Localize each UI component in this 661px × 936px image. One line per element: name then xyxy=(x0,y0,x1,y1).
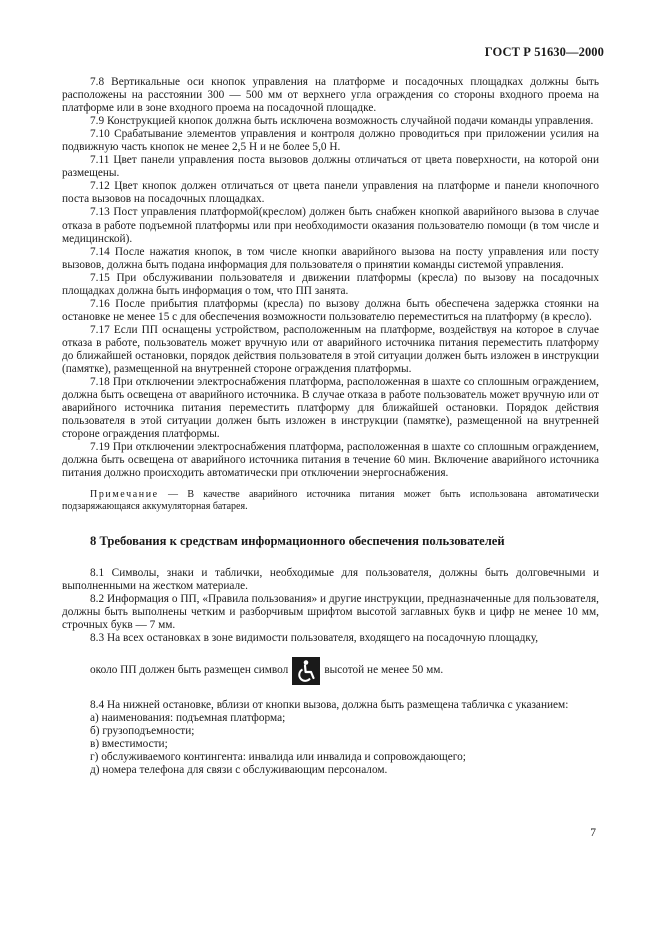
symbol-line xyxy=(62,657,599,685)
clause-7-19: 7.19 При отключении электроснабжения платформа, расположенная в шахте со сплошным ограждением, должна быть освещена от аварийного источника питания в течение 60 мин. Включение аварийного источника питания должно происходить автоматически при отключении энергоснабжения. xyxy=(62,441,599,480)
clause-7-14: 7.14 После нажатия кнопок, в том числе кнопки аварийного вызова на посту управления или посту вызовов, должна быть подана информация для пользователя о принятии команды системой управления. xyxy=(62,245,599,271)
section-heading: 8 Требования к средствам информационного обеспечения пользователей xyxy=(90,534,505,549)
note xyxy=(62,489,599,513)
clause-7-13: 7.13 Пост управления платформой(креслом) должен быть снабжен кнопкой аварийного вызова в случае отказа в работе подъемной платформы или при необходимости оказания пользователю помощи (в том числе и медицинской). xyxy=(62,206,599,245)
clause-7-15: 7.15 При обслуживании пользователя и движении платформы (кресла) по вызову на посадочных площадках должна быть информация о том, что ПП занята. xyxy=(62,271,599,297)
clause-7-11: 7.11 Цвет панели управления поста вызовов должны отличаться от цвета поверхности, на которой они размещены. xyxy=(62,154,599,180)
symbol-text-after: высотой не менее 50 мм. xyxy=(324,664,444,677)
symbol-text-before: около ПП должен быть размещен символ xyxy=(90,664,289,677)
clause-7-17: 7.17 Если ПП оснащены устройством, расположенным на платформе, воздействуя на которое в случае отказа в работе, пользователь может вручную или от аварийного источника питания переместить платформу до ближайшей остановки, порядок действия пользователя в этой ситуации должен быть изложен в инструкции (памятке), размещенной на внутренней стороне ограждения платформы. xyxy=(62,323,599,376)
plate-contents-list xyxy=(62,712,599,777)
document-code: ГОСТ Р 51630—2000 xyxy=(484,45,604,59)
clause-8-3: 8.3 На всех остановках в зоне видимости пользователя, входящего на посадочную площадку, xyxy=(90,631,539,644)
clause-7-18: 7.18 При отключении электроснабжения платформа, расположенная в шахте со сплошным ограждением, должна быть освещена от аварийного источника. В случае отказа в работе пользователь может вручную или от аварийного источника питания переместить платформу для ближайшей остановки. Порядок действия пользователя в этой ситуации должен быть изложен в инструкции (памятке), размещенной на внутренней стороне ограждения платформы. xyxy=(62,376,599,441)
list-item: д) номера телефона для связи с обслуживающим персоналом. xyxy=(90,764,388,777)
document-body xyxy=(62,76,599,777)
clause-7-8: 7.8 Вертикальные оси кнопок управления на платформе и посадочных площадках должны быть расположены на расстоянии 300 — 500 мм от верхнего угла ограждения со стороны входного проема на платформе или в зоне входного проема на посадочной площадке. xyxy=(62,76,599,115)
clause-7-9: 7.9 Конструкцией кнопок должна быть исключена возможность случайной подачи команды управления. xyxy=(90,115,594,128)
clause-7-12: 7.12 Цвет кнопок должен отличаться от цвета панели управления на платформе и панели кнопочного поста вызовов на посадочных площадках. xyxy=(62,180,599,206)
clause-8-2: 8.2 Информация о ПП, «Правила пользования» и другие инструкции, предназначенные для пользователя, должны быть выполнены четким и разборчивым шрифтом высотой заглавных букв и цифр не менее 10 мм, строчных букв — 7 мм. xyxy=(62,592,599,631)
note-label: Примечание xyxy=(90,489,159,501)
clause-8-4: 8.4 На нижней остановке, вблизи от кнопки вызова, должна быть размещена табличка с указанием: xyxy=(90,698,569,711)
wheelchair-accessibility-icon xyxy=(292,657,320,685)
clause-7-16: 7.16 После прибытия платформы (кресла) по вызову должна быть обеспечена задержка стоянки на остановке не менее 15 с для обеспечения возможности пользователю переместиться на платформу (в кресло). xyxy=(62,297,599,323)
list-item: а) наименования: подъемная платформа; xyxy=(90,711,286,724)
clause-8-1: 8.1 Символы, знаки и таблички, необходимые для пользователя, должны быть долговечными и выполненными на жестком материале. xyxy=(62,566,599,592)
page-number: 7 xyxy=(590,827,596,839)
list-item: б) грузоподъемности; xyxy=(90,724,195,737)
note-text: — В качестве аварийного источника питания может быть использована автоматически подзаряжающаяся аккумуляторная батарея. xyxy=(62,489,599,513)
list-item: в) вместимости; xyxy=(90,737,168,750)
list-item: г) обслуживаемого контингента: инвалида или инвалида и сопровождающего; xyxy=(90,750,466,763)
clause-7-10: 7.10 Срабатывание элементов управления и контроля должно проводиться при приложении усилия на подвижную часть кнопок не менее 2,5 Н и не более 5,0 Н. xyxy=(62,128,599,154)
